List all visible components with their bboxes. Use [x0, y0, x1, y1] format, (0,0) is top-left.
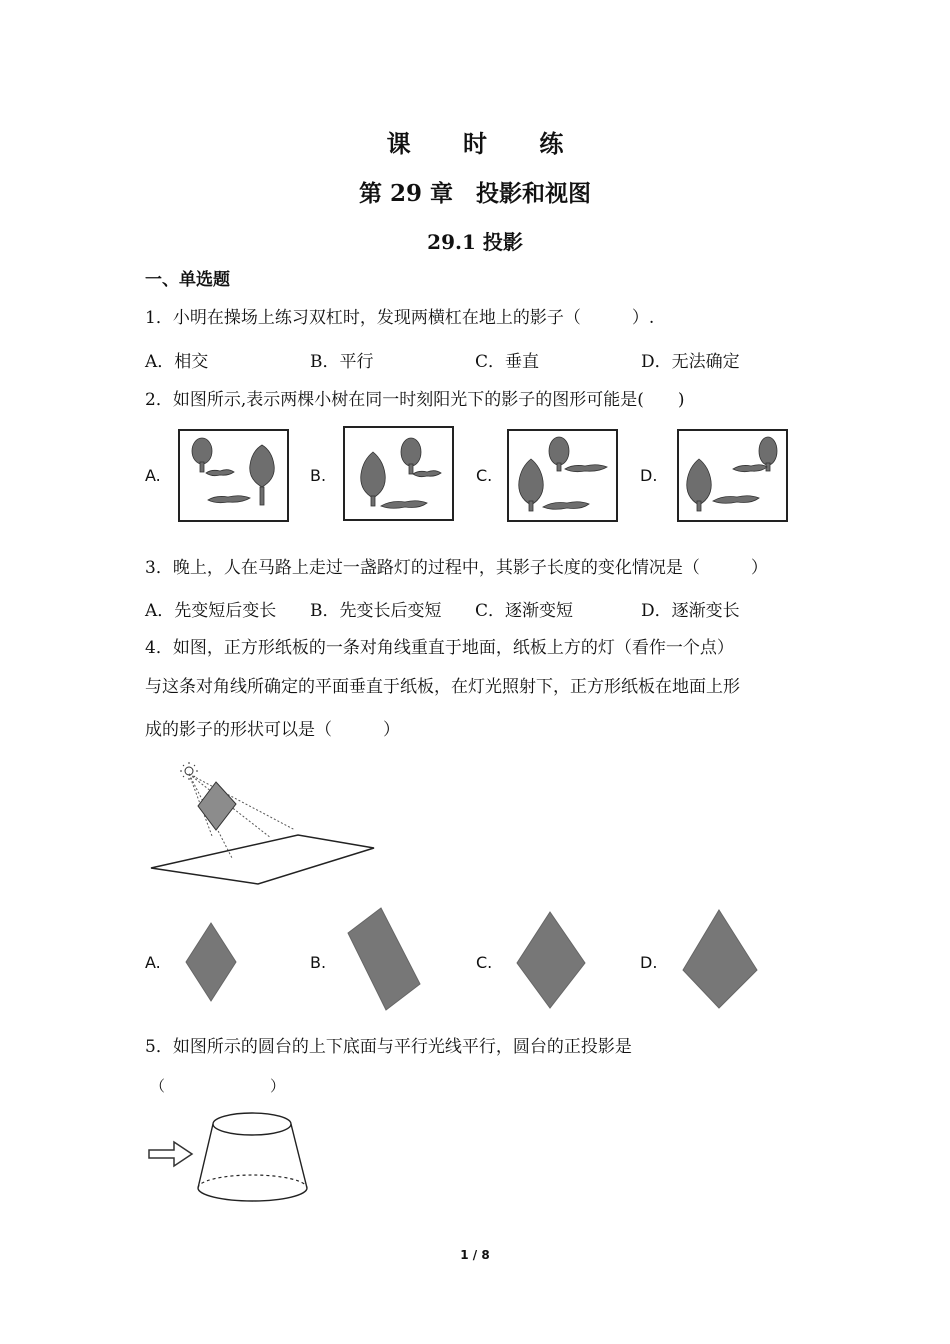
q2-option-d-label: D. [640, 466, 658, 485]
q2-option-c-label: C. [476, 466, 493, 485]
question-4-stem-line-3: 成的影子的形状可以是（ ） [145, 720, 400, 740]
q4-option-b-label: B. [310, 953, 327, 972]
q3-option-c: C．逐渐变短 [475, 601, 574, 621]
q3-option-b: B．先变长后变短 [310, 601, 442, 621]
question-5-answer-blank: （ ） [150, 1077, 286, 1095]
page-number: 1 / 8 [460, 1248, 490, 1262]
section-title: 29.1 投影 [427, 230, 523, 254]
question-3-stem: 3．晚上，人在马路上走过一盏路灯的过程中，其影子长度的变化情况是（ ） [145, 558, 768, 578]
q2-option-a-label: A. [145, 466, 161, 485]
q1-option-d: D．无法确定 [641, 352, 740, 372]
q4-option-d-label: D. [640, 953, 658, 972]
question-2-stem: 2．如图所示,表示两棵小树在同一时刻阳光下的影子的图形可能是( ) [145, 390, 685, 410]
q2-option-b-figure [343, 426, 455, 522]
q1-option-c: C．垂直 [475, 352, 540, 372]
q1-option-b: B．平行 [310, 352, 374, 372]
q4-option-a-label: A. [145, 953, 161, 972]
chapter-title: 第 29 章 投影和视图 [358, 180, 592, 207]
q2-option-b-label: B. [310, 466, 327, 485]
question-5-stem: 5．如图所示的圆台的上下底面与平行光线平行，圆台的正投影是 [145, 1037, 632, 1057]
q1-option-a: A．相交 [145, 352, 209, 372]
question-4-stem-line-1: 4．如图，正方形纸板的一条对角线重直于地面，纸板上方的灯（看作一个点） [145, 638, 734, 658]
q4-option-b-shape [346, 906, 422, 1012]
q4-option-d-shape [681, 908, 759, 1010]
q5-frustum-figure [146, 1110, 316, 1210]
q3-option-d: D．逐渐变长 [641, 601, 740, 621]
q4-option-a-shape [184, 921, 238, 1003]
q4-option-c-shape [515, 910, 587, 1010]
q3-option-a: A．先变短后变长 [145, 601, 277, 621]
q2-option-d-figure [677, 429, 789, 523]
q4-option-c-label: C. [476, 953, 493, 972]
section-heading: 一、单选题 [145, 270, 230, 290]
arrow-right-icon [149, 1142, 192, 1166]
q2-option-a-figure [178, 429, 290, 523]
page-title: 课 时 练 [386, 129, 586, 158]
question-4-stem-line-2: 与这条对角线所确定的平面垂直于纸板，在灯光照射下，正方形纸板在地面上形 [145, 677, 740, 697]
q2-option-c-figure [507, 429, 619, 523]
q4-lamp-figure [148, 760, 378, 886]
question-1-stem: 1．小明在操场上练习双杠时，发现两横杠在地上的影子（ ）. [145, 308, 655, 328]
